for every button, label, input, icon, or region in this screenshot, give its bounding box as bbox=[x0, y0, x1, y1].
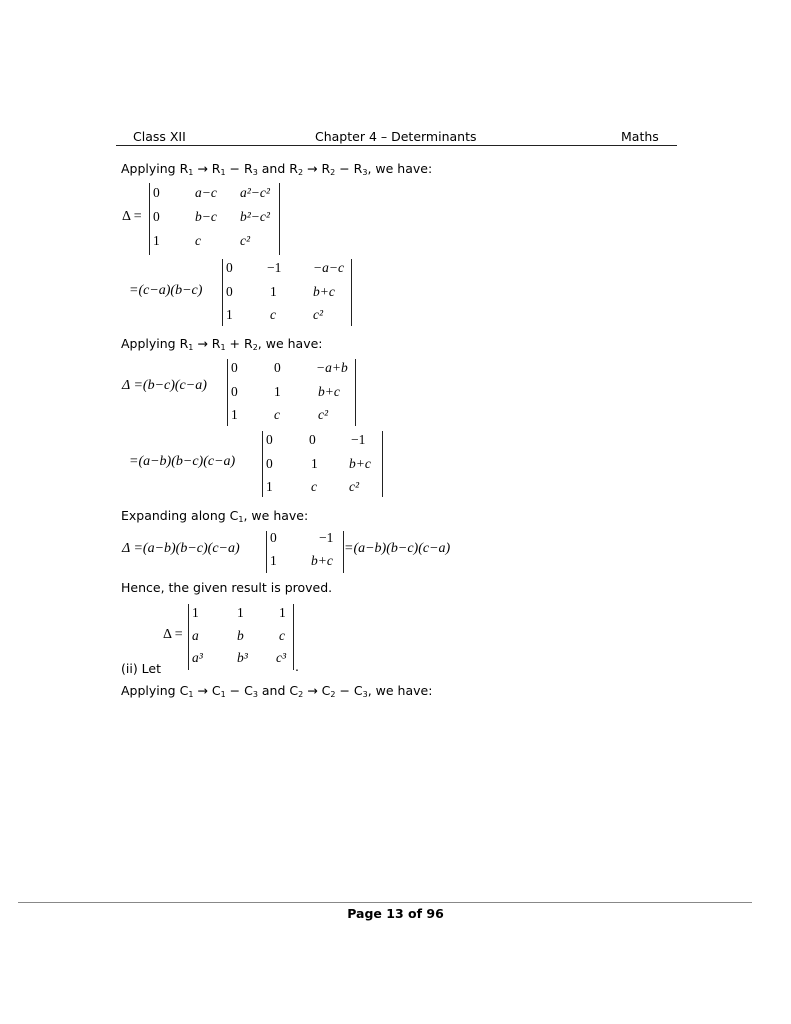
matrix-cell: −1 bbox=[267, 260, 282, 275]
matrix-cell: 0 bbox=[274, 360, 281, 375]
matrix-cell: 1 bbox=[274, 384, 281, 399]
matrix-cell: 1 bbox=[192, 605, 199, 620]
subscript: 3 bbox=[362, 168, 368, 177]
matrix-cell: 0 bbox=[231, 384, 238, 399]
eq3-lhs: Δ =(b−c)(c−a) bbox=[122, 378, 207, 393]
matrix-cell: c bbox=[279, 628, 285, 643]
text: , we have: bbox=[367, 161, 433, 176]
eq6-determinant bbox=[188, 604, 294, 670]
matrix-cell: b−c bbox=[195, 209, 217, 224]
text: → R bbox=[303, 161, 331, 176]
eq6-lhs: Δ = bbox=[163, 627, 183, 642]
matrix-cell: c bbox=[195, 233, 201, 248]
matrix-cell: 1 bbox=[226, 307, 233, 322]
matrix-cell: 1 bbox=[270, 284, 277, 299]
eq4-determinant bbox=[262, 431, 383, 497]
matrix-cell: a²−c² bbox=[240, 185, 270, 200]
paragraph-row-ops-2 bbox=[121, 336, 323, 352]
subscript: 3 bbox=[252, 168, 258, 177]
text: Applying C bbox=[121, 683, 189, 698]
matrix-cell: b³ bbox=[237, 650, 248, 665]
text: − R bbox=[225, 161, 253, 176]
matrix-cell: b²−c² bbox=[240, 209, 270, 224]
subscript: 3 bbox=[362, 690, 368, 699]
subscript: 2 bbox=[297, 168, 304, 177]
matrix-cell: −1 bbox=[351, 432, 366, 447]
matrix-cell: c² bbox=[313, 307, 324, 322]
text: Applying R bbox=[121, 161, 189, 176]
subscript: 1 bbox=[188, 690, 194, 699]
matrix-cell: c² bbox=[318, 407, 329, 422]
text: − R bbox=[335, 161, 363, 176]
matrix-cell: 1 bbox=[153, 233, 160, 248]
eq1-lhs: Δ = bbox=[122, 209, 142, 224]
paragraph-col-ops bbox=[121, 683, 432, 699]
paragraph-conclusion: Hence, the given result is proved. bbox=[121, 580, 333, 595]
subscript: 1 bbox=[188, 168, 194, 177]
matrix-cell: −a+b bbox=[316, 360, 348, 375]
page-number: Page 13 of 96 bbox=[347, 906, 444, 921]
matrix-cell: b bbox=[237, 628, 244, 643]
matrix-cell: 0 bbox=[266, 432, 273, 447]
text: − C bbox=[225, 683, 253, 698]
subscript: 1 bbox=[188, 343, 194, 352]
matrix-cell: b+c bbox=[318, 384, 340, 399]
matrix-cell: b+c bbox=[311, 553, 333, 568]
text: → R bbox=[193, 336, 221, 351]
matrix-cell: c bbox=[270, 307, 276, 322]
matrix-cell: 0 bbox=[226, 260, 233, 275]
subscript: 1 bbox=[220, 690, 226, 699]
matrix-cell: c bbox=[311, 479, 317, 494]
header-subject: Maths bbox=[621, 129, 659, 144]
eq5-determinant bbox=[266, 531, 344, 573]
eq4-lhs: =(a−b)(b−c)(c−a) bbox=[129, 454, 236, 469]
text: , we have: bbox=[367, 683, 433, 698]
matrix-cell: a bbox=[192, 628, 199, 643]
text: Applying R bbox=[121, 336, 189, 351]
matrix-cell: 1 bbox=[270, 553, 277, 568]
matrix-cell: b+c bbox=[313, 284, 335, 299]
subscript: 2 bbox=[330, 168, 336, 177]
matrix-cell: 0 bbox=[153, 209, 160, 224]
footer-rule bbox=[18, 902, 752, 903]
matrix-cell: 0 bbox=[153, 185, 160, 200]
header-rule bbox=[116, 145, 677, 146]
matrix-cell: −a−c bbox=[313, 260, 344, 275]
matrix-cell: 0 bbox=[226, 284, 233, 299]
text: Expanding along C bbox=[121, 508, 239, 523]
eq3-determinant bbox=[227, 359, 356, 426]
matrix-cell: 1 bbox=[279, 605, 286, 620]
eq5-rhs: =(a−b)(b−c)(c−a) bbox=[344, 541, 451, 556]
matrix-cell: −1 bbox=[319, 530, 334, 545]
matrix-cell: 0 bbox=[309, 432, 316, 447]
eq2-determinant bbox=[222, 259, 352, 326]
matrix-cell: 0 bbox=[270, 530, 277, 545]
paragraph-expanding bbox=[121, 508, 308, 524]
text: and R bbox=[257, 161, 298, 176]
matrix-cell: 0 bbox=[231, 360, 238, 375]
subscript: 2 bbox=[252, 343, 258, 352]
matrix-cell: a−c bbox=[195, 185, 217, 200]
text: and C bbox=[257, 683, 299, 698]
header-class: Class XII bbox=[133, 129, 186, 144]
paragraph-row-ops-1 bbox=[121, 161, 432, 177]
eq2-lhs: =(c−a)(b−c) bbox=[129, 283, 203, 298]
text: → C bbox=[193, 683, 221, 698]
subscript: 2 bbox=[330, 690, 336, 699]
matrix-cell: 1 bbox=[237, 605, 244, 620]
matrix-cell: 1 bbox=[231, 407, 238, 422]
matrix-cell: 1 bbox=[266, 479, 273, 494]
matrix-cell: b+c bbox=[349, 456, 371, 471]
text: − C bbox=[335, 683, 363, 698]
text: → C bbox=[303, 683, 331, 698]
matrix-cell: 0 bbox=[266, 456, 273, 471]
matrix-cell: 1 bbox=[311, 456, 318, 471]
eq1-determinant bbox=[149, 183, 280, 255]
eq5-lhs: Δ =(a−b)(b−c)(c−a) bbox=[122, 541, 240, 556]
header-chapter: Chapter 4 – Determinants bbox=[315, 129, 477, 144]
matrix-cell: c² bbox=[240, 233, 251, 248]
subscript: 1 bbox=[238, 515, 244, 524]
subscript: 1 bbox=[220, 168, 226, 177]
matrix-cell: c³ bbox=[276, 650, 287, 665]
subscript: 2 bbox=[298, 690, 304, 699]
text: + R bbox=[225, 336, 253, 351]
text: , we have: bbox=[257, 336, 323, 351]
period: . bbox=[295, 659, 299, 674]
subscript: 3 bbox=[252, 690, 258, 699]
matrix-cell: c² bbox=[349, 479, 360, 494]
paragraph-let: (ii) Let bbox=[121, 661, 162, 676]
matrix-cell: a³ bbox=[192, 650, 203, 665]
text: → R bbox=[193, 161, 221, 176]
subscript: 1 bbox=[220, 343, 226, 352]
matrix-cell: c bbox=[274, 407, 280, 422]
text: , we have: bbox=[243, 508, 309, 523]
